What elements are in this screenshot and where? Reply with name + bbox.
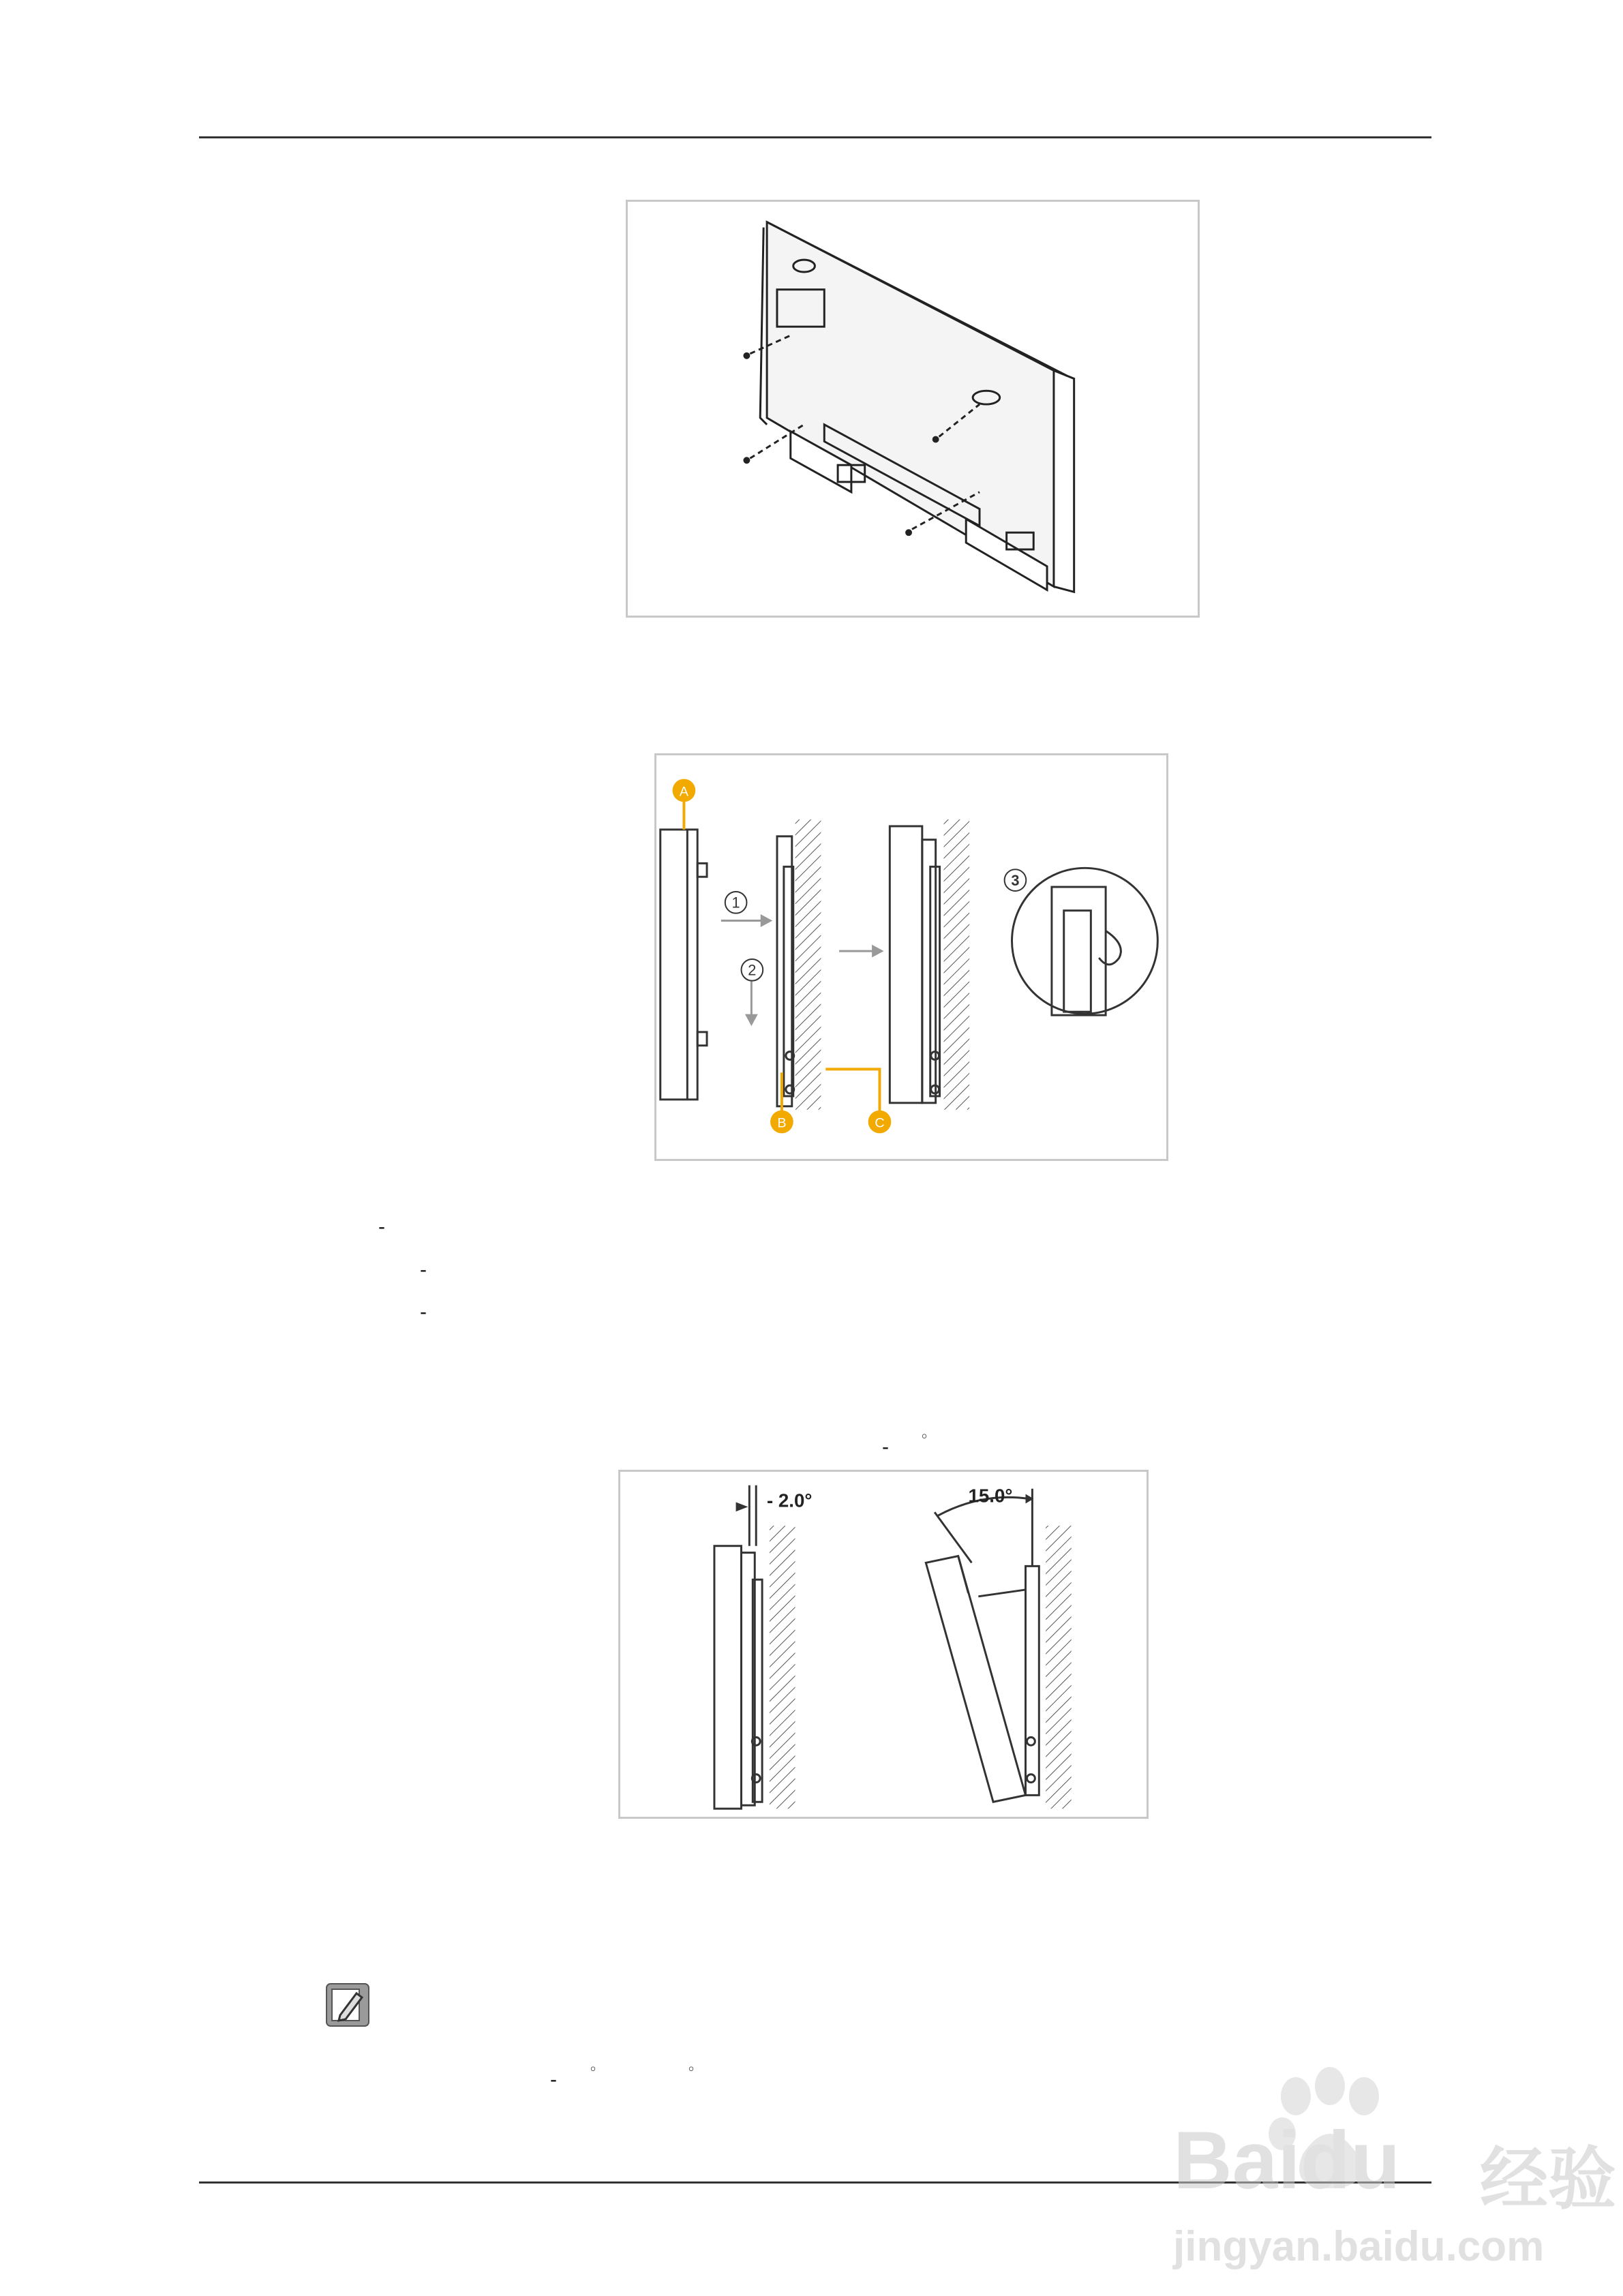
- callout-b: B: [777, 1115, 787, 1131]
- angle-label-right: 15.0°: [968, 1485, 1013, 1507]
- list-dash-3: -: [420, 1301, 427, 1323]
- note-circle-1: 。: [590, 2056, 606, 2073]
- monitor-back-illustration: [628, 202, 1198, 616]
- tilt-angle-illustration: [620, 1472, 1147, 1817]
- angle-label-left: - 2.0°: [767, 1490, 813, 1511]
- step-1-label: 1: [731, 894, 740, 911]
- tilt-angle-figure: [618, 1470, 1149, 1819]
- list-dash-2: -: [420, 1258, 427, 1281]
- step-2-label: 2: [748, 961, 757, 979]
- mounting-steps-illustration: [656, 755, 1166, 1159]
- header-rule: [199, 136, 1431, 138]
- step-3-label: 3: [1011, 872, 1020, 890]
- watermark-brand: Baidu: [1173, 2115, 1401, 2206]
- monitor-back-figure: [626, 200, 1200, 618]
- watermark-chinese: 经验: [1480, 2141, 1616, 2218]
- list-dash-1: -: [378, 1215, 385, 1238]
- angle-line-circle: 。: [922, 1423, 937, 1440]
- angle-line-dash: -: [882, 1436, 889, 1458]
- callout-a: A: [679, 784, 688, 800]
- note-dash: -: [550, 2068, 557, 2091]
- watermark-url: jingyan.baidu.com: [1173, 2223, 1545, 2270]
- callout-c: C: [875, 1115, 885, 1131]
- note-pencil-icon: [325, 1982, 370, 2027]
- mounting-steps-figure: [654, 753, 1168, 1161]
- baidu-jingyan-watermark: [1159, 2059, 1623, 2291]
- note-circle-2: 。: [688, 2056, 704, 2073]
